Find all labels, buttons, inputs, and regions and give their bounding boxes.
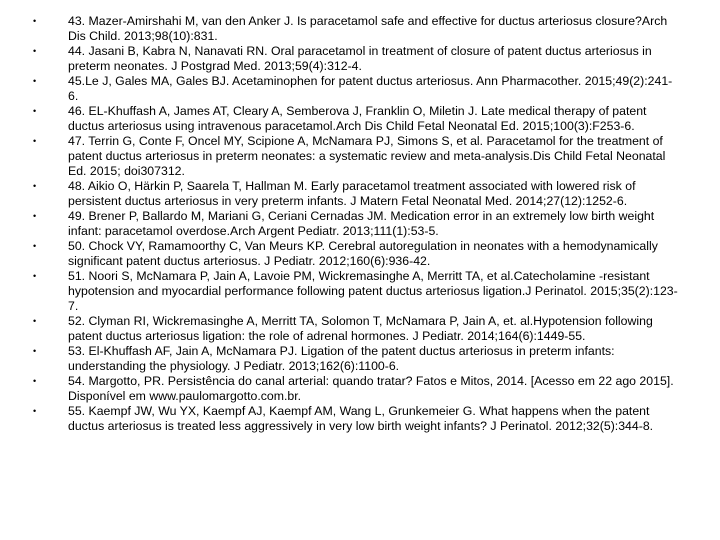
bullet-icon: • [33, 136, 37, 146]
bullet-icon: • [33, 16, 37, 26]
bullet-icon: • [33, 376, 37, 386]
bullet-icon: • [33, 241, 37, 251]
reference-item [30, 104, 680, 134]
reference-item [30, 134, 680, 179]
reference-text: 51. Noori S, McNamara P, Jain A, Lavoie PM, Wickremasinghe A, Merritt TA, et al.Catecholamine -resistant hypotension and myocardial performance following patent ductus arteriosus ligation.J Perinatol. 2015;35(2):123-7. [68, 269, 678, 313]
reference-item [30, 239, 680, 269]
reference-text: 54. Margotto, PR. Persistência do canal arterial: quando tratar? Fatos e Mitos, 2014. [Acesso em 22 ago 2015]. Disponível em www.paulomargotto.com.br. [68, 374, 674, 403]
reference-item [30, 44, 680, 74]
bullet-icon: • [33, 346, 37, 356]
reference-text: 48. Aikio O, Härkin P, Saarela T, Hallman M. Early paracetamol treatment associated with lowered risk of persistent ductus arteriosus in very preterm infants. J Matern Fetal Neonatal Med. 2014;27(12):1252-6. [68, 179, 636, 208]
bullet-icon: • [33, 181, 37, 191]
reference-text: 44. Jasani B, Kabra N, Nanavati RN. Oral paracetamol in treatment of closure of patent ductus arteriosus in preterm neonates. J Postgrad Med. 2013;59(4):312-4. [68, 44, 652, 73]
bullet-icon: • [33, 316, 37, 326]
reference-item [30, 404, 680, 434]
reference-text: 47. Terrin G, Conte F, Oncel MY, Scipione A, McNamara PJ, Simons S, et al. Paracetamol for the treatment of patent ductus arteriosus in preterm neonates: a systematic review and meta-analysis.Dis Child Fetal Neonatal Ed. 2015; doi307312. [68, 134, 666, 178]
bullet-icon: • [33, 211, 37, 221]
reference-item [30, 209, 680, 239]
reference-item [30, 74, 680, 104]
reference-text: 52. Clyman RI, Wickremasinghe A, Merritt TA, Solomon T, McNamara P, Jain A, et. al.Hypotension following patent ductus arteriosus ligation: the role of adrenal hormones. J Pediatr. 2014;164(6):1449-55. [68, 314, 653, 343]
reference-text: 50. Chock VY, Ramamoorthy C, Van Meurs KP. Cerebral autoregulation in neonates with a hemodynamically significant patent ductus arteriosus. J Pediatr. 2012;160(6):936-42. [68, 239, 658, 268]
reference-text: 45.Le J, Gales MA, Gales BJ. Acetaminophen for patent ductus arteriosus. Ann Pharmacother. 2015;49(2):241-6. [68, 74, 673, 103]
reference-text: 49. Brener P, Ballardo M, Mariani G, Ceriani Cernadas JM. Medication error in an extremely low birth weight infant: paracetamol overdose.Arch Argent Pediatr. 2013;111(1):53-5. [68, 209, 655, 238]
reference-text: 43. Mazer-Amirshahi M, van den Anker J. Is paracetamol safe and effective for ductus arteriosus closure?Arch Dis Child. 2013;98(10):831. [68, 14, 668, 43]
reference-item [30, 269, 680, 314]
reference-list [30, 14, 680, 434]
bullet-icon: • [33, 271, 37, 281]
reference-item [30, 14, 680, 44]
reference-text: 53. El-Khuffash AF, Jain A, McNamara PJ. Ligation of the patent ductus arteriosus in preterm infants: understanding the physiology. J Pediatr. 2013;162(6):1100-6. [68, 344, 615, 373]
reference-item [30, 314, 680, 344]
reference-item [30, 374, 680, 404]
reference-text: 46. EL-Khuffash A, James AT, Cleary A, Semberova J, Franklin O, Miletin J. Late medical therapy of patent ductus arteriosus using intravenous paracetamol.Arch Dis Child Fetal Neonatal Ed. 2015;100(3):F253-6. [68, 104, 647, 133]
bullet-icon: • [33, 46, 37, 56]
reference-item [30, 179, 680, 209]
reference-text: 55. Kaempf JW, Wu YX, Kaempf AJ, Kaempf AM, Wang L, Grunkemeier G. What happens when the patent ductus arteriosus is treated less aggressively in very low birth weight infants? J Perinatol. 2012;32(5):344-8. [68, 404, 654, 433]
bullet-icon: • [33, 76, 37, 86]
reference-item [30, 344, 680, 374]
bullet-icon: • [33, 106, 37, 116]
bullet-icon: • [33, 406, 37, 416]
